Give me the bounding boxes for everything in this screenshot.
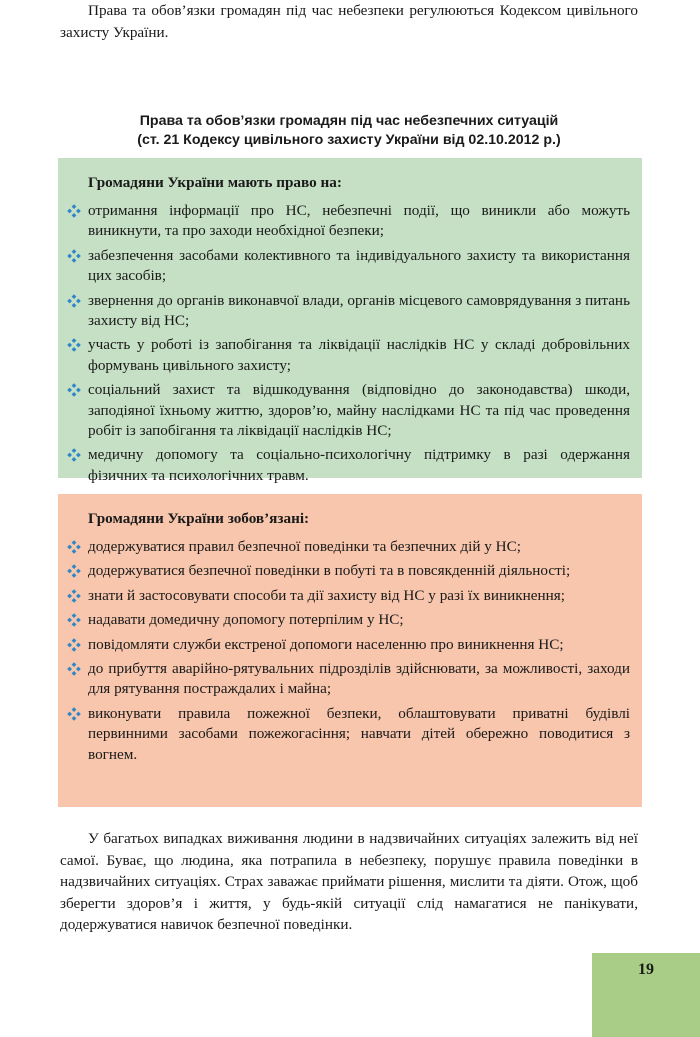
rights-list: [66, 201, 630, 486]
list-item: [66, 610, 630, 630]
list-item-text: участь у роботі із запобігання та ліквідації наслідків НС у складі добровільних формувань цивільного захисту;: [88, 336, 630, 374]
diamond-bullet-icon: [67, 204, 81, 218]
list-item-text: виконувати правила пожежної безпеки, облаштовувати приватні будівлі первинними засобами пожежогасіння; навчати дітей обережно поводитися з вогнем.: [88, 704, 630, 763]
list-item-text: соціальний захист та відшкодування (відповідно до законодавства) шкоди, заподіяної їхньому життю, здоров’ю, майну наслідками НС та під час проведення робіт із запобігання та ліквідації наслідків НС;: [88, 381, 630, 440]
list-item: [66, 380, 630, 441]
diamond-bullet-icon: [67, 707, 81, 721]
duties-box: [58, 494, 642, 807]
list-item: [66, 291, 630, 332]
list-item: [66, 704, 630, 765]
outro-paragraph: [60, 828, 638, 936]
page-number: 19: [638, 961, 654, 978]
list-item: [66, 201, 630, 242]
list-item-text: знати й застосовувати способи та дії захисту від НС у разі їх виникнення;: [88, 586, 565, 604]
duties-list: [66, 537, 630, 765]
diamond-bullet-icon: [67, 448, 81, 462]
diamond-bullet-icon: [67, 540, 81, 554]
list-item-text: додержуватися правил безпечної поведінки та безпечних дій у НС;: [88, 538, 521, 555]
duties-title: Громадяни України зобов’язані:: [88, 510, 310, 527]
list-item-text: надавати домедичну допомогу потерпілим у НС;: [88, 611, 404, 629]
intro-text: Права та обов’язки громадян під час небезпеки регулюються Кодексом цивільного захисту України.: [60, 2, 638, 41]
list-item: [66, 561, 630, 581]
list-item-text: звернення до органів виконавчої влади, органів місцевого самоврядування з питань захисту від НС;: [88, 291, 630, 330]
list-item: [66, 635, 630, 655]
diamond-bullet-icon: [67, 589, 81, 603]
list-item: [66, 246, 630, 287]
diamond-bullet-icon: [67, 613, 81, 627]
list-item-text: до прибуття аварійно-рятувальних підрозділів здійснювати, за можливості, заходи для рятування постраждалих і майна;: [88, 660, 630, 698]
list-item-text: додержуватися безпечної поведінки в побуті та в повсякденній діяльності;: [88, 562, 571, 580]
rights-box: [58, 158, 642, 484]
diamond-bullet-icon: [67, 662, 81, 676]
list-item: [66, 335, 630, 376]
list-item-text: повідомляти служби екстреної допомоги населенню про виникнення НС;: [88, 635, 564, 653]
page-number-tab: [592, 953, 700, 1037]
heading-line-2: (ст. 21 Кодексу цивільного захисту України від 02.10.2012 р.): [137, 132, 561, 148]
diamond-bullet-icon: [67, 338, 81, 352]
diamond-bullet-icon: [67, 638, 81, 652]
heading-line-1: Права та обов’язки громадян під час небезпечних ситуацій: [139, 113, 559, 129]
diamond-bullet-icon: [67, 383, 81, 397]
list-item-text: отримання інформації про НС, небезпечні події, що виникли або можуть виникнути, та про заходи необхідної безпеки;: [88, 202, 630, 240]
intro-paragraph: [60, 0, 638, 43]
diamond-bullet-icon: [67, 249, 81, 263]
diamond-bullet-icon: [67, 294, 81, 308]
rights-title: Громадяни України мають право на:: [88, 174, 342, 191]
list-item: [66, 586, 630, 606]
diamond-bullet-icon: [67, 564, 81, 578]
list-item: [66, 445, 630, 486]
list-item: [66, 537, 630, 557]
list-item-text: медичну допомогу та соціально-психологічну підтримку в разі одержання фізичних та психологічних травм.: [88, 446, 630, 484]
outro-text: У багатьох випадках виживання людини в надзвичайних ситуаціях залежить від неї самої. Буває, що людина, яка потрапила в небезпеку, порушує правила поведінки в надзвичайних ситуаціях. Страх заважає приймати рішення, мислити та діяти. Отож, щоб зберегти здоров’я і життя, у будь-якій ситуації слід намагатися не панікувати, додержуватися навичок безпечної поведінки.: [60, 830, 638, 933]
section-heading: [60, 112, 638, 150]
list-item-text: забезпечення засобами колективного та індивідуального захисту та використання цих засобів;: [88, 246, 630, 285]
list-item: [66, 659, 630, 700]
